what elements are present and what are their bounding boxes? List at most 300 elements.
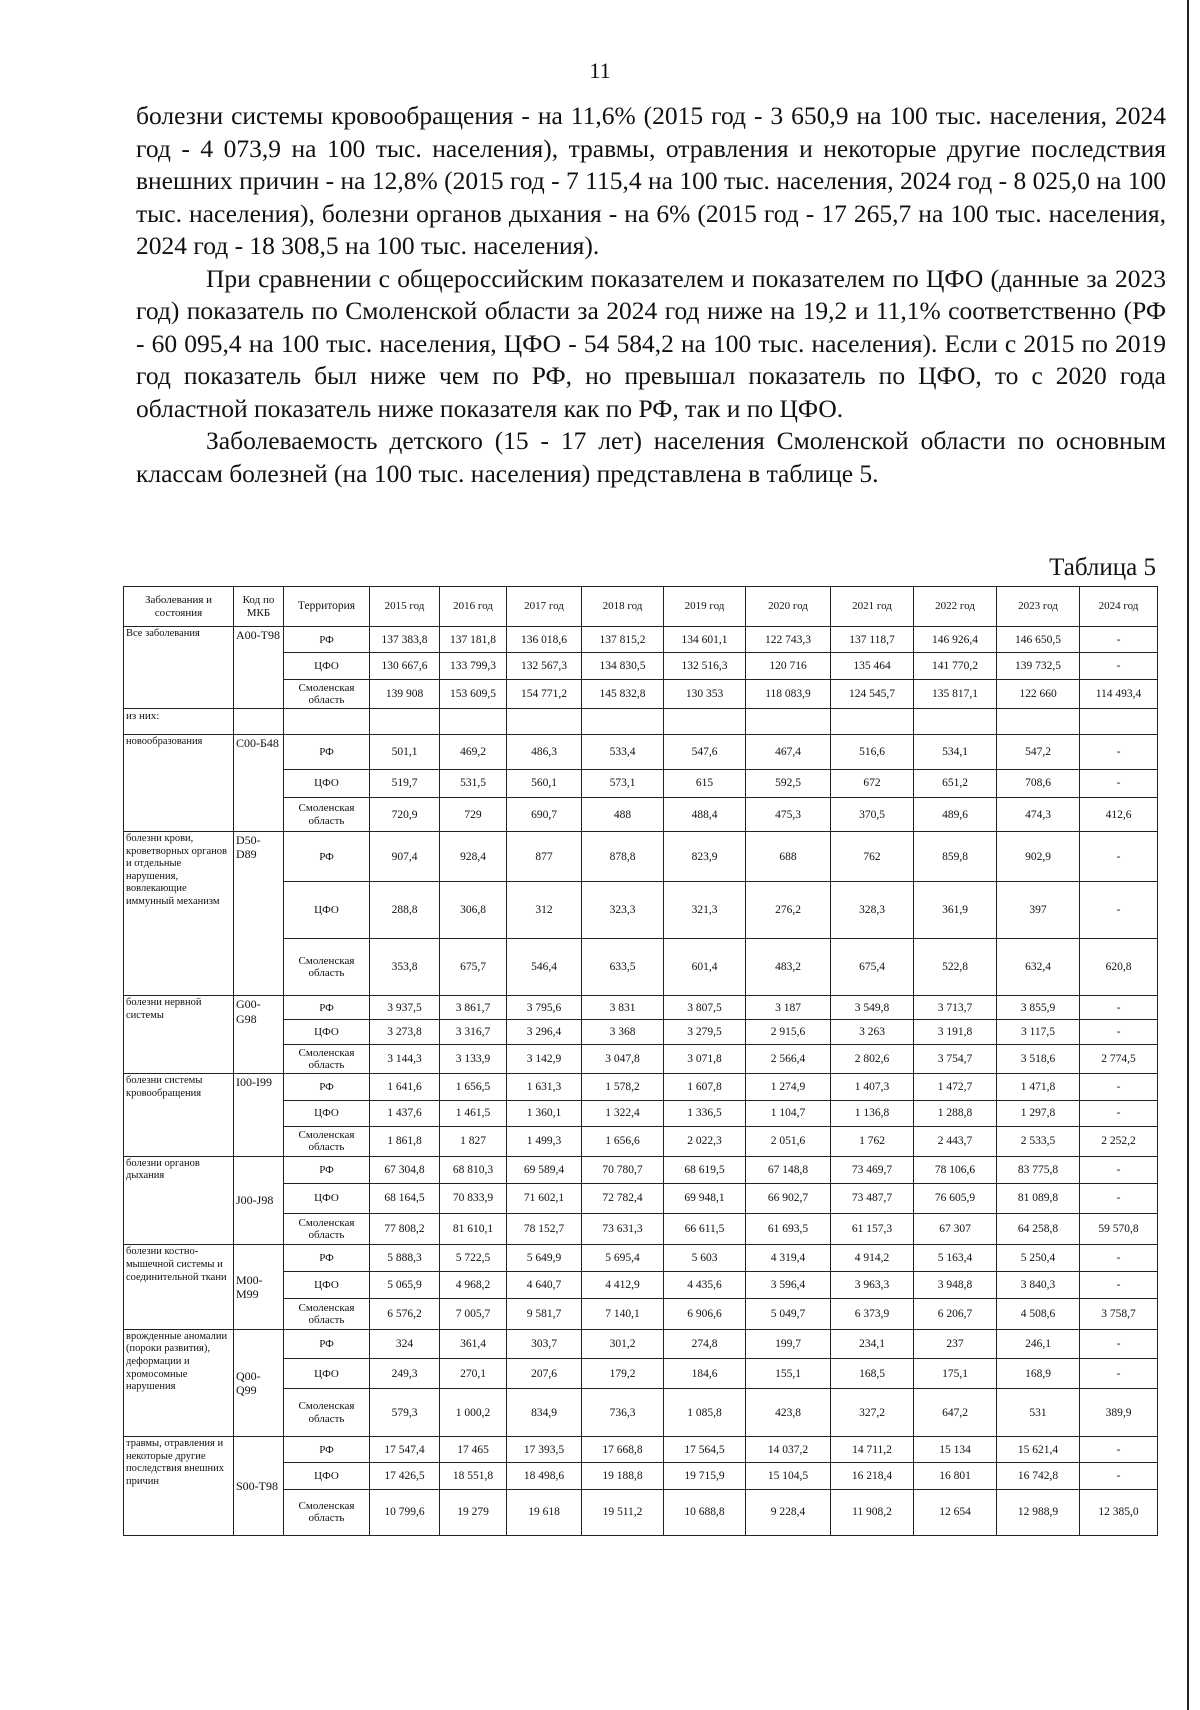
value-cell: 688 bbox=[746, 832, 831, 882]
value-cell: 67 307 bbox=[914, 1213, 997, 1245]
value-cell: 6 576,2 bbox=[370, 1299, 440, 1330]
value-cell: 61 157,3 bbox=[831, 1213, 914, 1245]
empty-cell bbox=[831, 709, 914, 734]
value-cell: 77 808,2 bbox=[370, 1213, 440, 1245]
value-cell: 64 258,8 bbox=[997, 1213, 1080, 1245]
value-cell: 10 688,8 bbox=[664, 1489, 746, 1535]
value-cell: 5 695,4 bbox=[582, 1245, 664, 1271]
table-header-row bbox=[124, 587, 1158, 627]
value-cell: 18 498,6 bbox=[507, 1463, 582, 1489]
value-cell: - bbox=[1080, 1437, 1158, 1463]
value-cell: 327,2 bbox=[831, 1388, 914, 1436]
disease-name: новообразования bbox=[124, 734, 234, 832]
value-cell: 136 018,6 bbox=[507, 627, 582, 653]
value-cell: 130 353 bbox=[664, 679, 746, 709]
value-cell: 2 533,5 bbox=[997, 1126, 1080, 1156]
value-cell: 708,6 bbox=[997, 769, 1080, 797]
value-cell: 1 274,9 bbox=[746, 1074, 831, 1100]
header-code: Код по МКБ bbox=[234, 587, 284, 627]
value-cell: 3 807,5 bbox=[664, 996, 746, 1020]
territory-cell: РФ bbox=[284, 1437, 370, 1463]
value-cell: 132 516,3 bbox=[664, 653, 746, 679]
value-cell: 3 316,7 bbox=[440, 1020, 507, 1044]
table-row bbox=[124, 1156, 1158, 1183]
value-cell: 3 596,4 bbox=[746, 1271, 831, 1298]
empty-cell bbox=[234, 709, 284, 734]
value-cell: 66 611,5 bbox=[664, 1213, 746, 1245]
value-cell: 301,2 bbox=[582, 1329, 664, 1359]
value-cell: 469,2 bbox=[440, 734, 507, 769]
value-cell: 68 619,5 bbox=[664, 1156, 746, 1183]
value-cell: 69 948,1 bbox=[664, 1184, 746, 1214]
value-cell: 5 163,4 bbox=[914, 1245, 997, 1271]
value-cell: - bbox=[1080, 1100, 1158, 1126]
value-cell: 19 715,9 bbox=[664, 1463, 746, 1489]
value-cell: 1 461,5 bbox=[440, 1100, 507, 1126]
value-cell: 137 815,2 bbox=[582, 627, 664, 653]
header-year: 2024 год bbox=[1080, 587, 1158, 627]
value-cell: 11 908,2 bbox=[831, 1489, 914, 1535]
table-row bbox=[124, 627, 1158, 653]
value-cell: 4 319,4 bbox=[746, 1245, 831, 1271]
value-cell: 5 888,3 bbox=[370, 1245, 440, 1271]
value-cell: 3 273,8 bbox=[370, 1020, 440, 1044]
table-caption: Таблица 5 bbox=[1049, 554, 1156, 581]
value-cell: 246,1 bbox=[997, 1329, 1080, 1359]
value-cell: 3 133,9 bbox=[440, 1044, 507, 1074]
value-cell: 17 668,8 bbox=[582, 1437, 664, 1463]
value-cell: 3 518,6 bbox=[997, 1044, 1080, 1074]
value-cell: 234,1 bbox=[831, 1329, 914, 1359]
value-cell: - bbox=[1080, 1463, 1158, 1489]
value-cell: 560,1 bbox=[507, 769, 582, 797]
value-cell: 137 383,8 bbox=[370, 627, 440, 653]
value-cell: 69 589,4 bbox=[507, 1156, 582, 1183]
header-territory: Территория bbox=[284, 587, 370, 627]
territory-cell: РФ bbox=[284, 1156, 370, 1183]
value-cell: 1 000,2 bbox=[440, 1388, 507, 1436]
value-cell: 135 817,1 bbox=[914, 679, 997, 709]
value-cell: 70 833,9 bbox=[440, 1184, 507, 1214]
value-cell: 137 118,7 bbox=[831, 627, 914, 653]
value-cell: 3 187 bbox=[746, 996, 831, 1020]
territory-cell: РФ bbox=[284, 1329, 370, 1359]
value-cell: 1 762 bbox=[831, 1126, 914, 1156]
table-row bbox=[124, 832, 1158, 882]
value-cell: 3 831 bbox=[582, 996, 664, 1020]
value-cell: 928,4 bbox=[440, 832, 507, 882]
icd-code: M00-M99 bbox=[234, 1245, 284, 1329]
value-cell: 328,3 bbox=[831, 882, 914, 939]
value-cell: 547,2 bbox=[997, 734, 1080, 769]
value-cell: 720,9 bbox=[370, 798, 440, 832]
value-cell: 135 464 bbox=[831, 653, 914, 679]
value-cell: 488,4 bbox=[664, 798, 746, 832]
empty-cell bbox=[746, 709, 831, 734]
value-cell: 3 296,4 bbox=[507, 1020, 582, 1044]
value-cell: 249,3 bbox=[370, 1359, 440, 1389]
territory-cell: ЦФО bbox=[284, 1359, 370, 1389]
value-cell: 73 487,7 bbox=[831, 1184, 914, 1214]
value-cell: 274,8 bbox=[664, 1329, 746, 1359]
value-cell: 15 134 bbox=[914, 1437, 997, 1463]
value-cell: 4 508,6 bbox=[997, 1299, 1080, 1330]
value-cell: 6 373,9 bbox=[831, 1299, 914, 1330]
value-cell: 18 551,8 bbox=[440, 1463, 507, 1489]
header-year: 2021 год bbox=[831, 587, 914, 627]
value-cell: 834,9 bbox=[507, 1388, 582, 1436]
page-edge-line bbox=[1187, 0, 1189, 1710]
value-cell: 81 089,8 bbox=[997, 1184, 1080, 1214]
value-cell: 3 191,8 bbox=[914, 1020, 997, 1044]
territory-cell: ЦФО bbox=[284, 1271, 370, 1298]
value-cell: 76 605,9 bbox=[914, 1184, 997, 1214]
value-cell: 1 656,5 bbox=[440, 1074, 507, 1100]
value-cell: 675,7 bbox=[440, 939, 507, 996]
value-cell: 3 263 bbox=[831, 1020, 914, 1044]
value-cell: 3 713,7 bbox=[914, 996, 997, 1020]
value-cell: 516,6 bbox=[831, 734, 914, 769]
value-cell: 651,2 bbox=[914, 769, 997, 797]
value-cell: 3 963,3 bbox=[831, 1271, 914, 1298]
value-cell: 2 915,6 bbox=[746, 1020, 831, 1044]
value-cell: 139 732,5 bbox=[997, 653, 1080, 679]
value-cell: 179,2 bbox=[582, 1359, 664, 1389]
value-cell: 124 545,7 bbox=[831, 679, 914, 709]
value-cell: 303,7 bbox=[507, 1329, 582, 1359]
territory-cell: Смоленская область bbox=[284, 1489, 370, 1535]
value-cell: 3 948,8 bbox=[914, 1271, 997, 1298]
header-year: 2020 год bbox=[746, 587, 831, 627]
icd-code: J00-J98 bbox=[234, 1156, 284, 1245]
empty-cell bbox=[507, 709, 582, 734]
value-cell: - bbox=[1080, 1245, 1158, 1271]
value-cell: 5 649,9 bbox=[507, 1245, 582, 1271]
table-row bbox=[124, 1329, 1158, 1359]
value-cell: 475,3 bbox=[746, 798, 831, 832]
value-cell: 736,3 bbox=[582, 1388, 664, 1436]
value-cell: 78 152,7 bbox=[507, 1213, 582, 1245]
value-cell: 615 bbox=[664, 769, 746, 797]
empty-cell bbox=[370, 709, 440, 734]
empty-cell bbox=[582, 709, 664, 734]
value-cell: 675,4 bbox=[831, 939, 914, 996]
value-cell: 1 085,8 bbox=[664, 1388, 746, 1436]
value-cell: 729 bbox=[440, 798, 507, 832]
value-cell: 207,6 bbox=[507, 1359, 582, 1389]
empty-cell bbox=[440, 709, 507, 734]
header-year: 2016 год bbox=[440, 587, 507, 627]
value-cell: 324 bbox=[370, 1329, 440, 1359]
value-cell: 288,8 bbox=[370, 882, 440, 939]
disease-name: болезни нервной системы bbox=[124, 996, 234, 1074]
value-cell: - bbox=[1080, 1020, 1158, 1044]
value-cell: 823,9 bbox=[664, 832, 746, 882]
value-cell: - bbox=[1080, 882, 1158, 939]
subheader-row bbox=[124, 709, 1158, 734]
value-cell: 3 144,3 bbox=[370, 1044, 440, 1074]
table-row bbox=[124, 1245, 1158, 1271]
value-cell: 19 279 bbox=[440, 1489, 507, 1535]
territory-cell: Смоленская область bbox=[284, 939, 370, 996]
value-cell: 483,2 bbox=[746, 939, 831, 996]
header-year: 2019 год bbox=[664, 587, 746, 627]
value-cell: 389,9 bbox=[1080, 1388, 1158, 1436]
value-cell: 312 bbox=[507, 882, 582, 939]
value-cell: 66 902,7 bbox=[746, 1184, 831, 1214]
paragraph-1: болезни системы кровообращения - на 11,6% (2015 год - 3 650,9 на 100 тыс. населения, 2024 год - 4 073,9 на 100 тыс. населения), травмы, отравления и некоторые другие последствия внешних причин - на 12,8% (2015 год - 7 115,4 на 100 тыс. населения, 2024 год - 8 025,0 на 100 тыс. населения), болезни органов дыхания - на 6% (2015 год - 17 265,7 на 100 тыс. населения, 2024 год - 18 308,5 на 100 тыс. населения). bbox=[136, 101, 1166, 260]
value-cell: 133 799,3 bbox=[440, 653, 507, 679]
header-year: 2018 год bbox=[582, 587, 664, 627]
value-cell: 19 511,2 bbox=[582, 1489, 664, 1535]
value-cell: 6 906,6 bbox=[664, 1299, 746, 1330]
territory-cell: ЦФО bbox=[284, 882, 370, 939]
value-cell: 3 071,8 bbox=[664, 1044, 746, 1074]
disease-name: врожденные аномалии (пороки развития), деформации и хромосомные нарушения bbox=[124, 1329, 234, 1436]
value-cell: 3 142,9 bbox=[507, 1044, 582, 1074]
value-cell: 672 bbox=[831, 769, 914, 797]
value-cell: 70 780,7 bbox=[582, 1156, 664, 1183]
value-cell: 1 499,3 bbox=[507, 1126, 582, 1156]
territory-cell: Смоленская область bbox=[284, 1388, 370, 1436]
value-cell: 4 640,7 bbox=[507, 1271, 582, 1298]
value-cell: 488 bbox=[582, 798, 664, 832]
territory-cell: Смоленская область bbox=[284, 1299, 370, 1330]
value-cell: 1 656,6 bbox=[582, 1126, 664, 1156]
value-cell: 17 564,5 bbox=[664, 1437, 746, 1463]
value-cell: 2 252,2 bbox=[1080, 1126, 1158, 1156]
value-cell: 141 770,2 bbox=[914, 653, 997, 679]
disease-name: болезни крови, кроветворных органов и отдельные нарушения, вовлекающие иммунный механизм bbox=[124, 832, 234, 996]
value-cell: 67 304,8 bbox=[370, 1156, 440, 1183]
value-cell: 114 493,4 bbox=[1080, 679, 1158, 709]
value-cell: 877 bbox=[507, 832, 582, 882]
icd-code: С00-Б48 bbox=[234, 734, 284, 832]
value-cell: 467,4 bbox=[746, 734, 831, 769]
value-cell: 59 570,8 bbox=[1080, 1213, 1158, 1245]
empty-cell bbox=[664, 709, 746, 734]
table-row bbox=[124, 734, 1158, 769]
value-cell: 72 782,4 bbox=[582, 1184, 664, 1214]
value-cell: 168,5 bbox=[831, 1359, 914, 1389]
value-cell: 71 602,1 bbox=[507, 1184, 582, 1214]
value-cell: 81 610,1 bbox=[440, 1213, 507, 1245]
value-cell: 237 bbox=[914, 1329, 997, 1359]
table-row bbox=[124, 1074, 1158, 1100]
territory-cell: Смоленская область bbox=[284, 679, 370, 709]
value-cell: 620,8 bbox=[1080, 939, 1158, 996]
territory-cell: ЦФО bbox=[284, 1020, 370, 1044]
value-cell: 132 567,3 bbox=[507, 653, 582, 679]
value-cell: 17 465 bbox=[440, 1437, 507, 1463]
value-cell: 3 795,6 bbox=[507, 996, 582, 1020]
territory-cell: ЦФО bbox=[284, 1100, 370, 1126]
value-cell: 1 641,6 bbox=[370, 1074, 440, 1100]
value-cell: 1 471,8 bbox=[997, 1074, 1080, 1100]
value-cell: 153 609,5 bbox=[440, 679, 507, 709]
header-year: 2017 год bbox=[507, 587, 582, 627]
value-cell: 3 047,8 bbox=[582, 1044, 664, 1074]
value-cell: 199,7 bbox=[746, 1329, 831, 1359]
territory-cell: РФ bbox=[284, 734, 370, 769]
value-cell: 4 968,2 bbox=[440, 1271, 507, 1298]
value-cell: 168,9 bbox=[997, 1359, 1080, 1389]
value-cell: 1 437,6 bbox=[370, 1100, 440, 1126]
value-cell: 370,5 bbox=[831, 798, 914, 832]
territory-cell: РФ bbox=[284, 1074, 370, 1100]
value-cell: 4 914,2 bbox=[831, 1245, 914, 1271]
disease-name: болезни органов дыхания bbox=[124, 1156, 234, 1245]
value-cell: 633,5 bbox=[582, 939, 664, 996]
value-cell: 353,8 bbox=[370, 939, 440, 996]
value-cell: 15 104,5 bbox=[746, 1463, 831, 1489]
value-cell: 9 581,7 bbox=[507, 1299, 582, 1330]
paragraph-2: При сравнении с общероссийским показателем и показателем по ЦФО (данные за 2023 год) показатель по Смоленской области за 2024 год ниже на 19,2 и 11,1% соответственно (РФ - 60 095,4 на 100 тыс. населения, ЦФО - 54 584,2 на 100 тыс. населения). Если с 2015 по 2019 год показатель был ниже чем по РФ, но превышал показатель по ЦФО, то с 2020 года областной показатель ниже показателя как по РФ, так и по ЦФО. bbox=[136, 263, 1166, 423]
value-cell: 1 136,8 bbox=[831, 1100, 914, 1126]
value-cell: 14 037,2 bbox=[746, 1437, 831, 1463]
value-cell: 17 426,5 bbox=[370, 1463, 440, 1489]
value-cell: 3 855,9 bbox=[997, 996, 1080, 1020]
value-cell: 474,3 bbox=[997, 798, 1080, 832]
value-cell: 139 908 bbox=[370, 679, 440, 709]
value-cell: 1 631,3 bbox=[507, 1074, 582, 1100]
value-cell: 5 722,5 bbox=[440, 1245, 507, 1271]
value-cell: 412,6 bbox=[1080, 798, 1158, 832]
value-cell: 3 754,7 bbox=[914, 1044, 997, 1074]
icd-code: S00-T98 bbox=[234, 1437, 284, 1536]
value-cell: 1 407,3 bbox=[831, 1074, 914, 1100]
value-cell: 3 840,3 bbox=[997, 1271, 1080, 1298]
value-cell: - bbox=[1080, 627, 1158, 653]
value-cell: - bbox=[1080, 1156, 1158, 1183]
value-cell: 61 693,5 bbox=[746, 1213, 831, 1245]
value-cell: 533,4 bbox=[582, 734, 664, 769]
value-cell: 573,1 bbox=[582, 769, 664, 797]
value-cell: 489,6 bbox=[914, 798, 997, 832]
territory-cell: Смоленская область bbox=[284, 1126, 370, 1156]
value-cell: 184,6 bbox=[664, 1359, 746, 1389]
value-cell: 522,8 bbox=[914, 939, 997, 996]
value-cell: 118 083,9 bbox=[746, 679, 831, 709]
value-cell: - bbox=[1080, 1271, 1158, 1298]
value-cell: 134 601,1 bbox=[664, 627, 746, 653]
value-cell: 361,9 bbox=[914, 882, 997, 939]
value-cell: 12 654 bbox=[914, 1489, 997, 1535]
page-number: 11 bbox=[589, 58, 611, 83]
value-cell: 321,3 bbox=[664, 882, 746, 939]
value-cell: 531 bbox=[997, 1388, 1080, 1436]
value-cell: 762 bbox=[831, 832, 914, 882]
empty-cell bbox=[1080, 709, 1158, 734]
value-cell: - bbox=[1080, 996, 1158, 1020]
value-cell: 592,5 bbox=[746, 769, 831, 797]
icd-code: I00-I99 bbox=[234, 1074, 284, 1156]
disease-name: болезни системы кровообращения bbox=[124, 1074, 234, 1156]
value-cell: 15 621,4 bbox=[997, 1437, 1080, 1463]
value-cell: 145 832,8 bbox=[582, 679, 664, 709]
value-cell: 10 799,6 bbox=[370, 1489, 440, 1535]
value-cell: 547,6 bbox=[664, 734, 746, 769]
value-cell: 5 065,9 bbox=[370, 1271, 440, 1298]
value-cell: 1 827 bbox=[440, 1126, 507, 1156]
value-cell: 601,4 bbox=[664, 939, 746, 996]
value-cell: 1 578,2 bbox=[582, 1074, 664, 1100]
value-cell: 154 771,2 bbox=[507, 679, 582, 709]
value-cell: 137 181,8 bbox=[440, 627, 507, 653]
value-cell: - bbox=[1080, 769, 1158, 797]
value-cell: 146 650,5 bbox=[997, 627, 1080, 653]
value-cell: 519,7 bbox=[370, 769, 440, 797]
value-cell: 3 549,8 bbox=[831, 996, 914, 1020]
territory-cell: РФ bbox=[284, 627, 370, 653]
value-cell: 155,1 bbox=[746, 1359, 831, 1389]
value-cell: 397 bbox=[997, 882, 1080, 939]
icd-code: D50-D89 bbox=[234, 832, 284, 996]
value-cell: 486,3 bbox=[507, 734, 582, 769]
value-cell: 73 469,7 bbox=[831, 1156, 914, 1183]
value-cell: 902,9 bbox=[997, 832, 1080, 882]
value-cell: 3 117,5 bbox=[997, 1020, 1080, 1044]
value-cell: 12 988,9 bbox=[997, 1489, 1080, 1535]
value-cell: 122 660 bbox=[997, 679, 1080, 709]
disease-name: травмы, отравления и некоторые другие последствия внешних причин bbox=[124, 1437, 234, 1536]
value-cell: 270,1 bbox=[440, 1359, 507, 1389]
subheader-label: из них: bbox=[124, 709, 234, 734]
value-cell: 531,5 bbox=[440, 769, 507, 797]
value-cell: 501,1 bbox=[370, 734, 440, 769]
value-cell: 1 861,8 bbox=[370, 1126, 440, 1156]
value-cell: 2 022,3 bbox=[664, 1126, 746, 1156]
empty-cell bbox=[284, 709, 370, 734]
icd-code: G00-G98 bbox=[234, 996, 284, 1074]
value-cell: 73 631,3 bbox=[582, 1213, 664, 1245]
value-cell: 2 774,5 bbox=[1080, 1044, 1158, 1074]
value-cell: 859,8 bbox=[914, 832, 997, 882]
value-cell: 323,3 bbox=[582, 882, 664, 939]
value-cell: 3 368 bbox=[582, 1020, 664, 1044]
value-cell: 1 607,8 bbox=[664, 1074, 746, 1100]
value-cell: - bbox=[1080, 1184, 1158, 1214]
value-cell: 130 667,6 bbox=[370, 653, 440, 679]
territory-cell: Смоленская область bbox=[284, 1044, 370, 1074]
value-cell: 16 218,4 bbox=[831, 1463, 914, 1489]
value-cell: 2 051,6 bbox=[746, 1126, 831, 1156]
value-cell: - bbox=[1080, 653, 1158, 679]
value-cell: 3 937,5 bbox=[370, 996, 440, 1020]
value-cell: 632,4 bbox=[997, 939, 1080, 996]
value-cell: 68 810,3 bbox=[440, 1156, 507, 1183]
territory-cell: Смоленская область bbox=[284, 1213, 370, 1245]
value-cell: 83 775,8 bbox=[997, 1156, 1080, 1183]
value-cell: 4 435,6 bbox=[664, 1271, 746, 1298]
disease-name: Все заболевания bbox=[124, 627, 234, 709]
value-cell: 17 547,4 bbox=[370, 1437, 440, 1463]
value-cell: 878,8 bbox=[582, 832, 664, 882]
value-cell: 2 566,4 bbox=[746, 1044, 831, 1074]
value-cell: 9 228,4 bbox=[746, 1489, 831, 1535]
value-cell: 534,1 bbox=[914, 734, 997, 769]
value-cell: 5 250,4 bbox=[997, 1245, 1080, 1271]
value-cell: 1 472,7 bbox=[914, 1074, 997, 1100]
morbidity-table bbox=[123, 586, 1158, 1536]
value-cell: - bbox=[1080, 1359, 1158, 1389]
value-cell: 306,8 bbox=[440, 882, 507, 939]
value-cell: 907,4 bbox=[370, 832, 440, 882]
header-year: 2022 год bbox=[914, 587, 997, 627]
value-cell: 1 297,8 bbox=[997, 1100, 1080, 1126]
value-cell: 175,1 bbox=[914, 1359, 997, 1389]
territory-cell: РФ bbox=[284, 1245, 370, 1271]
